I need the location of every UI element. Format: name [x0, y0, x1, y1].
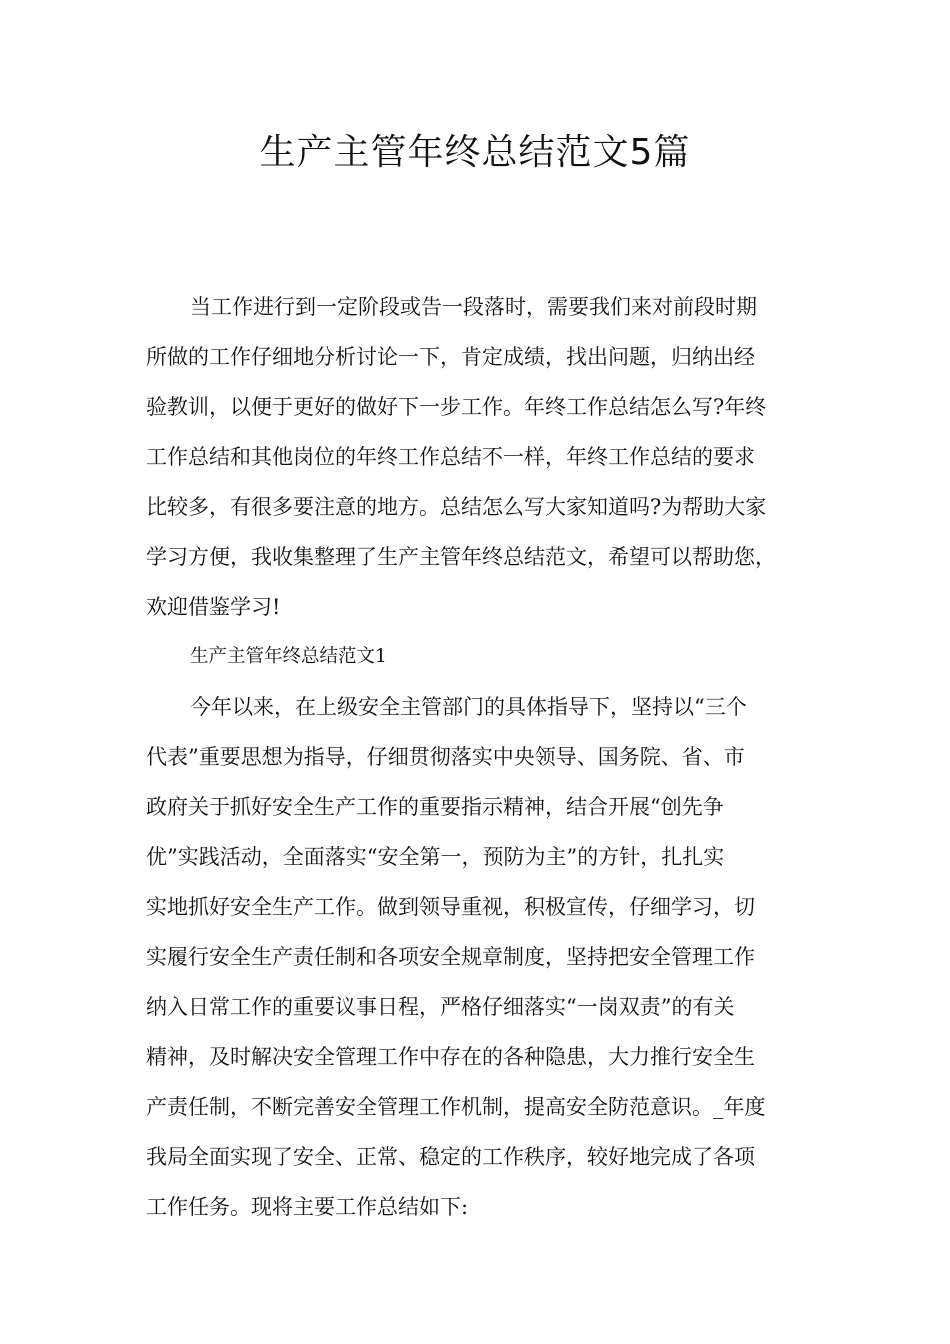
- section-line: 纳入日常工作的重要议事日程，严格仔细落实“一岗双责”的有关: [146, 995, 735, 1019]
- section-line: 今年以来，在上级安全主管部门的具体指导下，坚持以“三个: [190, 695, 747, 719]
- section-line: 工作任务。现将主要工作总结如下:: [146, 1195, 469, 1219]
- section-heading: 生产主管年终总结范文1: [190, 646, 387, 667]
- intro-line: 学习方便，我收集整理了生产主管年终总结范文，希望可以帮助您，: [146, 545, 776, 569]
- intro-line: 工作总结和其他岗位的年终工作总结不一样，年终工作总结的要求: [146, 445, 755, 469]
- intro-line: 验教训，以便于更好的做好下一步工作。年终工作总结怎么写?年终: [146, 395, 767, 419]
- document-body: [146, 282, 816, 1232]
- section-line: 产责任制，不断完善安全管理工作机制，提高安全防范意识。_年度: [146, 1095, 766, 1119]
- section-line: 实履行安全生产责任制和各项安全规章制度，坚持把安全管理工作: [146, 945, 755, 969]
- intro-line: 当工作进行到一定阶段或告一段落时，需要我们来对前段时期: [190, 295, 757, 319]
- intro-line: 比较多，有很多要注意的地方。总结怎么写大家知道吗?为帮助大家: [146, 495, 767, 519]
- intro-line: 所做的工作仔细地分析讨论一下，肯定成绩，找出问题，归纳出经: [146, 345, 755, 369]
- document-title: 生产主管年终总结范文5篇: [259, 132, 691, 173]
- section-line: 优”实践活动，全面落实“安全第一，预防为主”的方针，扎扎实: [146, 845, 725, 869]
- section-line: 我局全面实现了安全、正常、稳定的工作秩序，较好地完成了各项: [146, 1145, 755, 1169]
- section-line: 代表”重要思想为指导，仔细贯彻落实中央领导、国务院、省、市: [146, 745, 745, 769]
- section-line: 精神，及时解决安全管理工作中存在的各种隐患，大力推行安全生: [146, 1045, 755, 1069]
- section-line: 政府关于抓好安全生产工作的重要指示精神，结合开展“创先争: [146, 795, 724, 819]
- section-line: 实地抓好安全生产工作。做到领导重视，积极宣传，仔细学习，切: [146, 895, 755, 919]
- intro-line: 欢迎借鉴学习!: [146, 595, 281, 619]
